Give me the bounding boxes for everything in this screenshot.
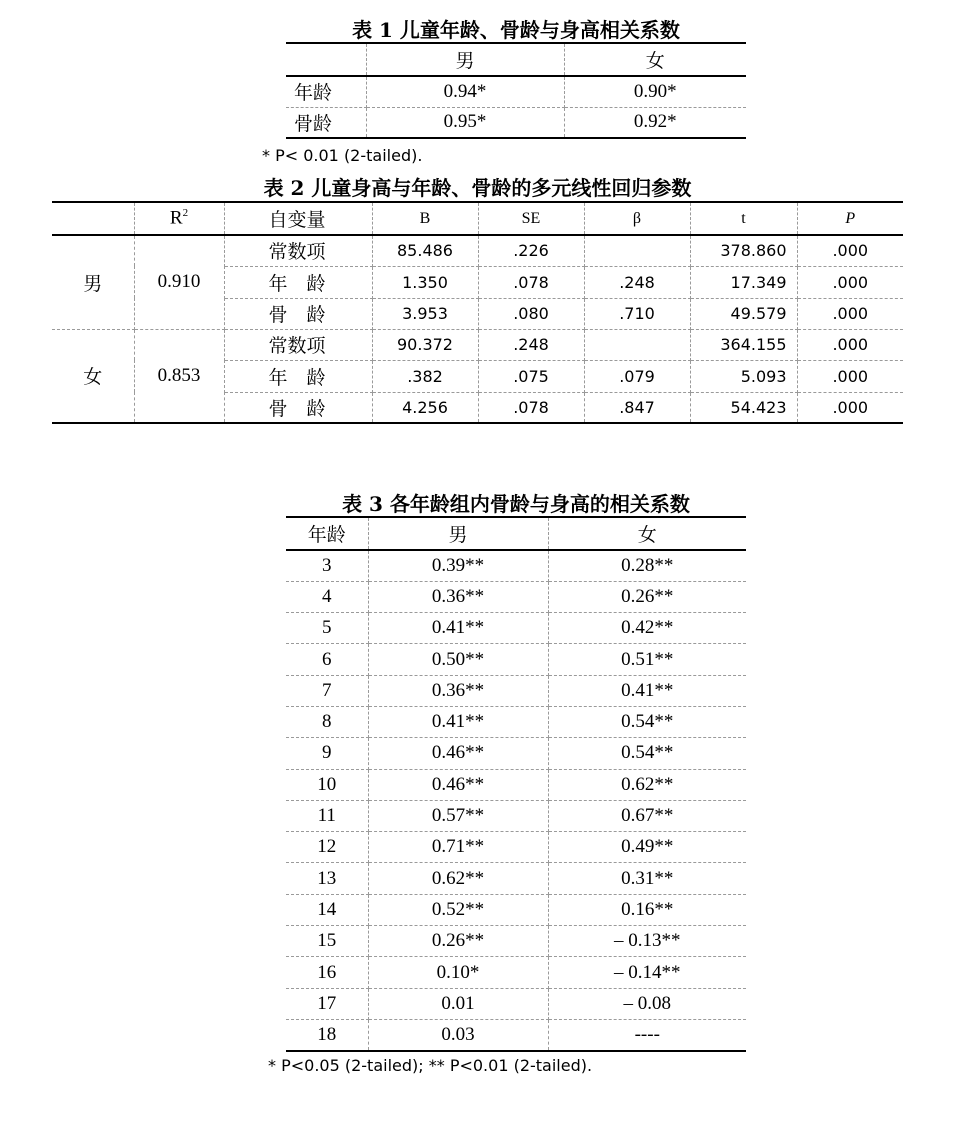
- table2-cell-p: .000: [797, 360, 903, 392]
- table2-cell-b: 4.256: [372, 392, 478, 423]
- table1-row-label: 骨龄: [286, 107, 366, 138]
- table2-header-group: [52, 202, 134, 235]
- table1-row: [286, 76, 746, 107]
- table2-var: 常数项: [224, 235, 372, 266]
- table3-header-female: 女: [548, 517, 746, 550]
- table2-group-sex: 男: [52, 235, 134, 329]
- table2-cell-t: 364.155: [690, 329, 797, 360]
- table3-cell-female: 0.31**: [548, 863, 746, 894]
- table1-header-male: 男: [366, 43, 564, 76]
- table3-cell-female: ----: [548, 1019, 746, 1050]
- table2-group-sex: 女: [52, 329, 134, 423]
- table3-cell-female: 0.54**: [548, 706, 746, 737]
- table3-row: [286, 832, 746, 863]
- table1-cell-male: 0.94*: [366, 76, 564, 107]
- table3-cell-male: 0.03: [368, 1019, 548, 1050]
- table1-header-empty: [286, 43, 366, 76]
- table3-header-age: 年龄: [286, 517, 368, 550]
- table3-cell-male: 0.52**: [368, 894, 548, 925]
- table1-cell-female: 0.90*: [564, 76, 746, 107]
- table2-header-t: t: [690, 202, 797, 235]
- table3-cell-male: 0.26**: [368, 926, 548, 957]
- table2-cell-p: .000: [797, 329, 903, 360]
- table2-cell-beta: .710: [584, 298, 690, 329]
- table3-cell-age: 13: [286, 863, 368, 894]
- table3-row: [286, 738, 746, 769]
- table2-cell-b: .382: [372, 360, 478, 392]
- table2-header-r2-sup: 2: [182, 207, 189, 220]
- table3-cell-female: 0.51**: [548, 644, 746, 675]
- table1-note: * P< 0.01 (2-tailed).: [262, 146, 423, 165]
- table2-cell-beta: [584, 329, 690, 360]
- table3-row: [286, 550, 746, 581]
- table3-cell-age: 4: [286, 581, 368, 612]
- table2-var: 年 龄: [224, 266, 372, 298]
- table2-cell-se: .078: [478, 392, 584, 423]
- table3-cell-age: 16: [286, 957, 368, 988]
- table3-cell-male: 0.46**: [368, 769, 548, 800]
- table1-header-row: [286, 43, 746, 76]
- table1: [286, 42, 746, 139]
- table1-caption: 表 1 儿童年龄、骨龄与身高相关系数: [352, 18, 680, 42]
- table2-header-p: P: [797, 202, 903, 235]
- table2: [52, 201, 903, 424]
- table3-row: [286, 894, 746, 925]
- table2-cell-beta: .248: [584, 266, 690, 298]
- table3-cell-age: 18: [286, 1019, 368, 1050]
- table3-note: * P<0.05 (2-tailed); ** P<0.01 (2-tailed).: [268, 1056, 593, 1075]
- table3-cell-age: 17: [286, 988, 368, 1019]
- table3-cell-male: 0.10*: [368, 957, 548, 988]
- table3-cell-age: 15: [286, 926, 368, 957]
- table2-header-var: 自变量: [224, 202, 372, 235]
- table3-cell-age: 14: [286, 894, 368, 925]
- table2-cell-p: .000: [797, 392, 903, 423]
- table3-cell-female: 0.67**: [548, 800, 746, 831]
- table2-cell-se: .248: [478, 329, 584, 360]
- table3-row: [286, 988, 746, 1019]
- table2-cell-b: 3.953: [372, 298, 478, 329]
- table3-cell-male: 0.39**: [368, 550, 548, 581]
- table3-cell-female: – 0.13**: [548, 926, 746, 957]
- table3-cell-age: 10: [286, 769, 368, 800]
- table3-cell-age: 7: [286, 675, 368, 706]
- table2-header-beta: β: [584, 202, 690, 235]
- table3-cell-age: 12: [286, 832, 368, 863]
- table3-cell-age: 11: [286, 800, 368, 831]
- table3-row: [286, 926, 746, 957]
- table2-cell-t: 17.349: [690, 266, 797, 298]
- table3-cell-female: 0.26**: [548, 581, 746, 612]
- table2-cell-t: 378.860: [690, 235, 797, 266]
- table3-cell-male: 0.41**: [368, 706, 548, 737]
- table3-cell-age: 9: [286, 738, 368, 769]
- table3-cell-male: 0.50**: [368, 644, 548, 675]
- table3-cell-female: 0.41**: [548, 675, 746, 706]
- table2-header-b: B: [372, 202, 478, 235]
- table2-row: [52, 329, 903, 360]
- table2-header-se: SE: [478, 202, 584, 235]
- table1-cell-male: 0.95*: [366, 107, 564, 138]
- table3-cell-male: 0.62**: [368, 863, 548, 894]
- table3-row: [286, 644, 746, 675]
- table3-row: [286, 675, 746, 706]
- table3-header-male: 男: [368, 517, 548, 550]
- table1-row-label: 年龄: [286, 76, 366, 107]
- table3-cell-age: 3: [286, 550, 368, 581]
- table1-cell-female: 0.92*: [564, 107, 746, 138]
- table2-cell-se: .226: [478, 235, 584, 266]
- table2-cell-p: .000: [797, 298, 903, 329]
- table2-cell-b: 90.372: [372, 329, 478, 360]
- table3-row: [286, 863, 746, 894]
- table1-header-female: 女: [564, 43, 746, 76]
- table2-cell-b: 1.350: [372, 266, 478, 298]
- table3-cell-female: 0.54**: [548, 738, 746, 769]
- table2-cell-beta: .847: [584, 392, 690, 423]
- table2-header-r2: [134, 202, 224, 235]
- table3-row: [286, 800, 746, 831]
- table3-cell-age: 8: [286, 706, 368, 737]
- table3-cell-female: 0.42**: [548, 613, 746, 644]
- table3-cell-male: 0.46**: [368, 738, 548, 769]
- table2-var: 骨 龄: [224, 298, 372, 329]
- table2-cell-se: .078: [478, 266, 584, 298]
- table3-cell-male: 0.57**: [368, 800, 548, 831]
- table3-cell-age: 5: [286, 613, 368, 644]
- table2-cell-beta: [584, 235, 690, 266]
- table3-row: [286, 1019, 746, 1050]
- table2-group-r2: 0.853: [134, 329, 224, 423]
- table3-cell-female: – 0.08: [548, 988, 746, 1019]
- table3-header-row: [286, 517, 746, 550]
- table3-cell-female: 0.16**: [548, 894, 746, 925]
- table3-cell-male: 0.36**: [368, 581, 548, 612]
- table2-group-r2: 0.910: [134, 235, 224, 329]
- table2-cell-se: .080: [478, 298, 584, 329]
- table3-cell-male: 0.01: [368, 988, 548, 1019]
- table1-row: [286, 107, 746, 138]
- table3-cell-male: 0.36**: [368, 675, 548, 706]
- table2-cell-t: 54.423: [690, 392, 797, 423]
- table2-var: 常数项: [224, 329, 372, 360]
- table3-cell-female: – 0.14**: [548, 957, 746, 988]
- table3-row: [286, 581, 746, 612]
- table3-cell-male: 0.41**: [368, 613, 548, 644]
- table2-caption: 表 2 儿童身高与年龄、骨龄的多元线性回归参数: [263, 176, 692, 200]
- table2-header-row: [52, 202, 903, 235]
- table3-cell-male: 0.71**: [368, 832, 548, 863]
- table2-var: 年 龄: [224, 360, 372, 392]
- table3-caption: 表 3 各年龄组内骨龄与身高的相关系数: [342, 492, 690, 516]
- table3-row: [286, 957, 746, 988]
- table3-row: [286, 613, 746, 644]
- table3-row: [286, 769, 746, 800]
- table2-var: 骨 龄: [224, 392, 372, 423]
- table2-cell-se: .075: [478, 360, 584, 392]
- table2-cell-t: 5.093: [690, 360, 797, 392]
- table2-cell-beta: .079: [584, 360, 690, 392]
- table2-cell-p: .000: [797, 266, 903, 298]
- table3: [286, 516, 746, 1052]
- table2-row: [52, 235, 903, 266]
- table3-cell-age: 6: [286, 644, 368, 675]
- table3-cell-female: 0.62**: [548, 769, 746, 800]
- table2-cell-p: .000: [797, 235, 903, 266]
- table2-header-r2-base: R: [169, 207, 183, 229]
- table2-cell-t: 49.579: [690, 298, 797, 329]
- table3-cell-female: 0.49**: [548, 832, 746, 863]
- table3-body: [286, 550, 746, 1051]
- table2-cell-b: 85.486: [372, 235, 478, 266]
- table3-cell-female: 0.28**: [548, 550, 746, 581]
- table3-row: [286, 706, 746, 737]
